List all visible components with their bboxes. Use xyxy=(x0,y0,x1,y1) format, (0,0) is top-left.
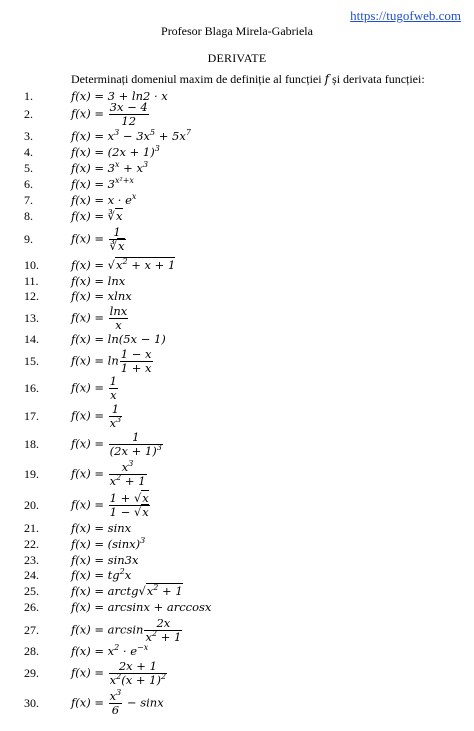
exercise-formula: $f(x) = x^2 \cdot e^{-x}$ xyxy=(71,643,149,658)
exercise-number: 9. xyxy=(24,231,33,246)
exercise-formula: f(x) = sin3x xyxy=(71,553,139,567)
exercise-formula: $f(x) = (2x + 1)^3$ xyxy=(71,144,160,159)
exercise-number: 6. xyxy=(24,176,33,191)
exercise-number: 19. xyxy=(24,466,39,481)
exercise-formula: f(x) = $\frac{2x + 1}{x^2(x + 1)^2}$ xyxy=(71,658,167,687)
exercise-number: 29. xyxy=(24,665,39,680)
exercise-number: 25. xyxy=(24,583,39,598)
exercise-formula: $f(x) = 3^x + x^3$ xyxy=(71,160,149,175)
exercise-number: 14. xyxy=(24,331,39,346)
exercise-number: 30. xyxy=(24,695,39,710)
website-link[interactable]: https://tugofweb.com xyxy=(350,8,461,23)
exercise-formula: $f(x) = arctg√x^2 + 1$ xyxy=(71,583,183,598)
exercise-number: 21. xyxy=(24,520,39,535)
exercise-formula: $f(x) = √x^2 + x + 1$ xyxy=(71,257,176,272)
exercise-formula: f(x) = $\frac{1 + √x}{1 - √x}$ xyxy=(71,490,149,519)
author-name: Profesor Blaga Mirela-Gabriela xyxy=(161,24,313,38)
exercise-formula: f(x) = $\frac{1}{x}$ xyxy=(71,373,117,402)
exercise-formula: f(x) = arcsinx + arccosx xyxy=(71,600,212,614)
instructions: Determinați domeniul maxim de definiție al funcției f și derivata funcției: xyxy=(71,72,425,86)
exercise-formula: f(x) = ln(5x − 1) xyxy=(71,332,166,346)
exercise-number: 23. xyxy=(24,552,39,567)
exercise-number: 10. xyxy=(24,257,39,272)
exercise-number: 12. xyxy=(24,288,39,303)
exercise-formula: $f(x) = x \cdot e^x$ xyxy=(71,192,137,207)
exercise-formula: f(x) = 3 + ln2 · x xyxy=(71,89,168,103)
exercise-number: 27. xyxy=(24,622,39,637)
exercise-formula: f(x) = ∛x xyxy=(71,209,123,223)
exercise-number: 1. xyxy=(24,88,33,103)
exercise-formula: $f(x) = tg^2x$ xyxy=(71,567,132,582)
exercise-number: 22. xyxy=(24,536,39,551)
exercise-number: 13. xyxy=(24,310,39,325)
document-title: DERIVATE xyxy=(207,51,267,65)
exercise-formula: f(x) = $\frac{1}{(2x + 1)^3}$ xyxy=(71,429,162,458)
exercise-number: 2. xyxy=(24,106,33,121)
exercise-number: 28. xyxy=(24,643,39,658)
exercise-formula: $f(x) = (\sin x)^3$ xyxy=(71,536,146,551)
exercise-number: 18. xyxy=(24,436,39,451)
exercise-number: 7. xyxy=(24,192,33,207)
exercise-formula: f(x) = xlnx xyxy=(71,289,132,303)
exercise-formula: f(x) = $\frac{\ln x}{x}$ xyxy=(71,303,128,332)
exercise-formula: f(x) = ln $\frac{1 - x}{1 + x}$ xyxy=(71,346,152,375)
exercise-number: 16. xyxy=(24,380,39,395)
exercise-formula: $f(x) = x^3 - 3x^5 + 5x^7$ xyxy=(71,128,191,143)
exercise-formula: f(x) = $\frac{x^3}{x^2 + 1}$ xyxy=(71,458,146,488)
exercise-formula: f(x) = $\frac{x^3}{6}$ − sinx xyxy=(71,687,164,717)
exercise-number: 15. xyxy=(24,353,39,368)
exercise-formula: f(x) = sinx xyxy=(71,521,132,535)
exercise-number: 24. xyxy=(24,567,39,582)
exercise-number: 26. xyxy=(24,599,39,614)
exercise-number: 20. xyxy=(24,497,39,512)
exercise-formula: f(x) = $\frac{1}{∛x}$ xyxy=(71,224,125,253)
exercise-number: 8. xyxy=(24,208,33,223)
exercise-number: 11. xyxy=(24,273,39,288)
exercise-number: 3. xyxy=(24,128,33,143)
exercise-formula: f(x) = $\frac{3x - 4}{12}$ xyxy=(71,99,148,128)
exercise-formula: f(x) = arcsin $\frac{2x}{x^2 + 1}$ xyxy=(71,615,182,644)
exercise-number: 17. xyxy=(24,408,39,423)
exercise-number: 4. xyxy=(24,144,33,159)
exercise-formula: f(x) = lnx xyxy=(71,274,126,288)
exercise-formula: $f(x) = 3^{x^2+x}$ xyxy=(71,176,134,191)
exercise-number: 5. xyxy=(24,160,33,175)
exercise-formula: f(x) = $\frac{1}{x^3}$ xyxy=(71,401,122,430)
